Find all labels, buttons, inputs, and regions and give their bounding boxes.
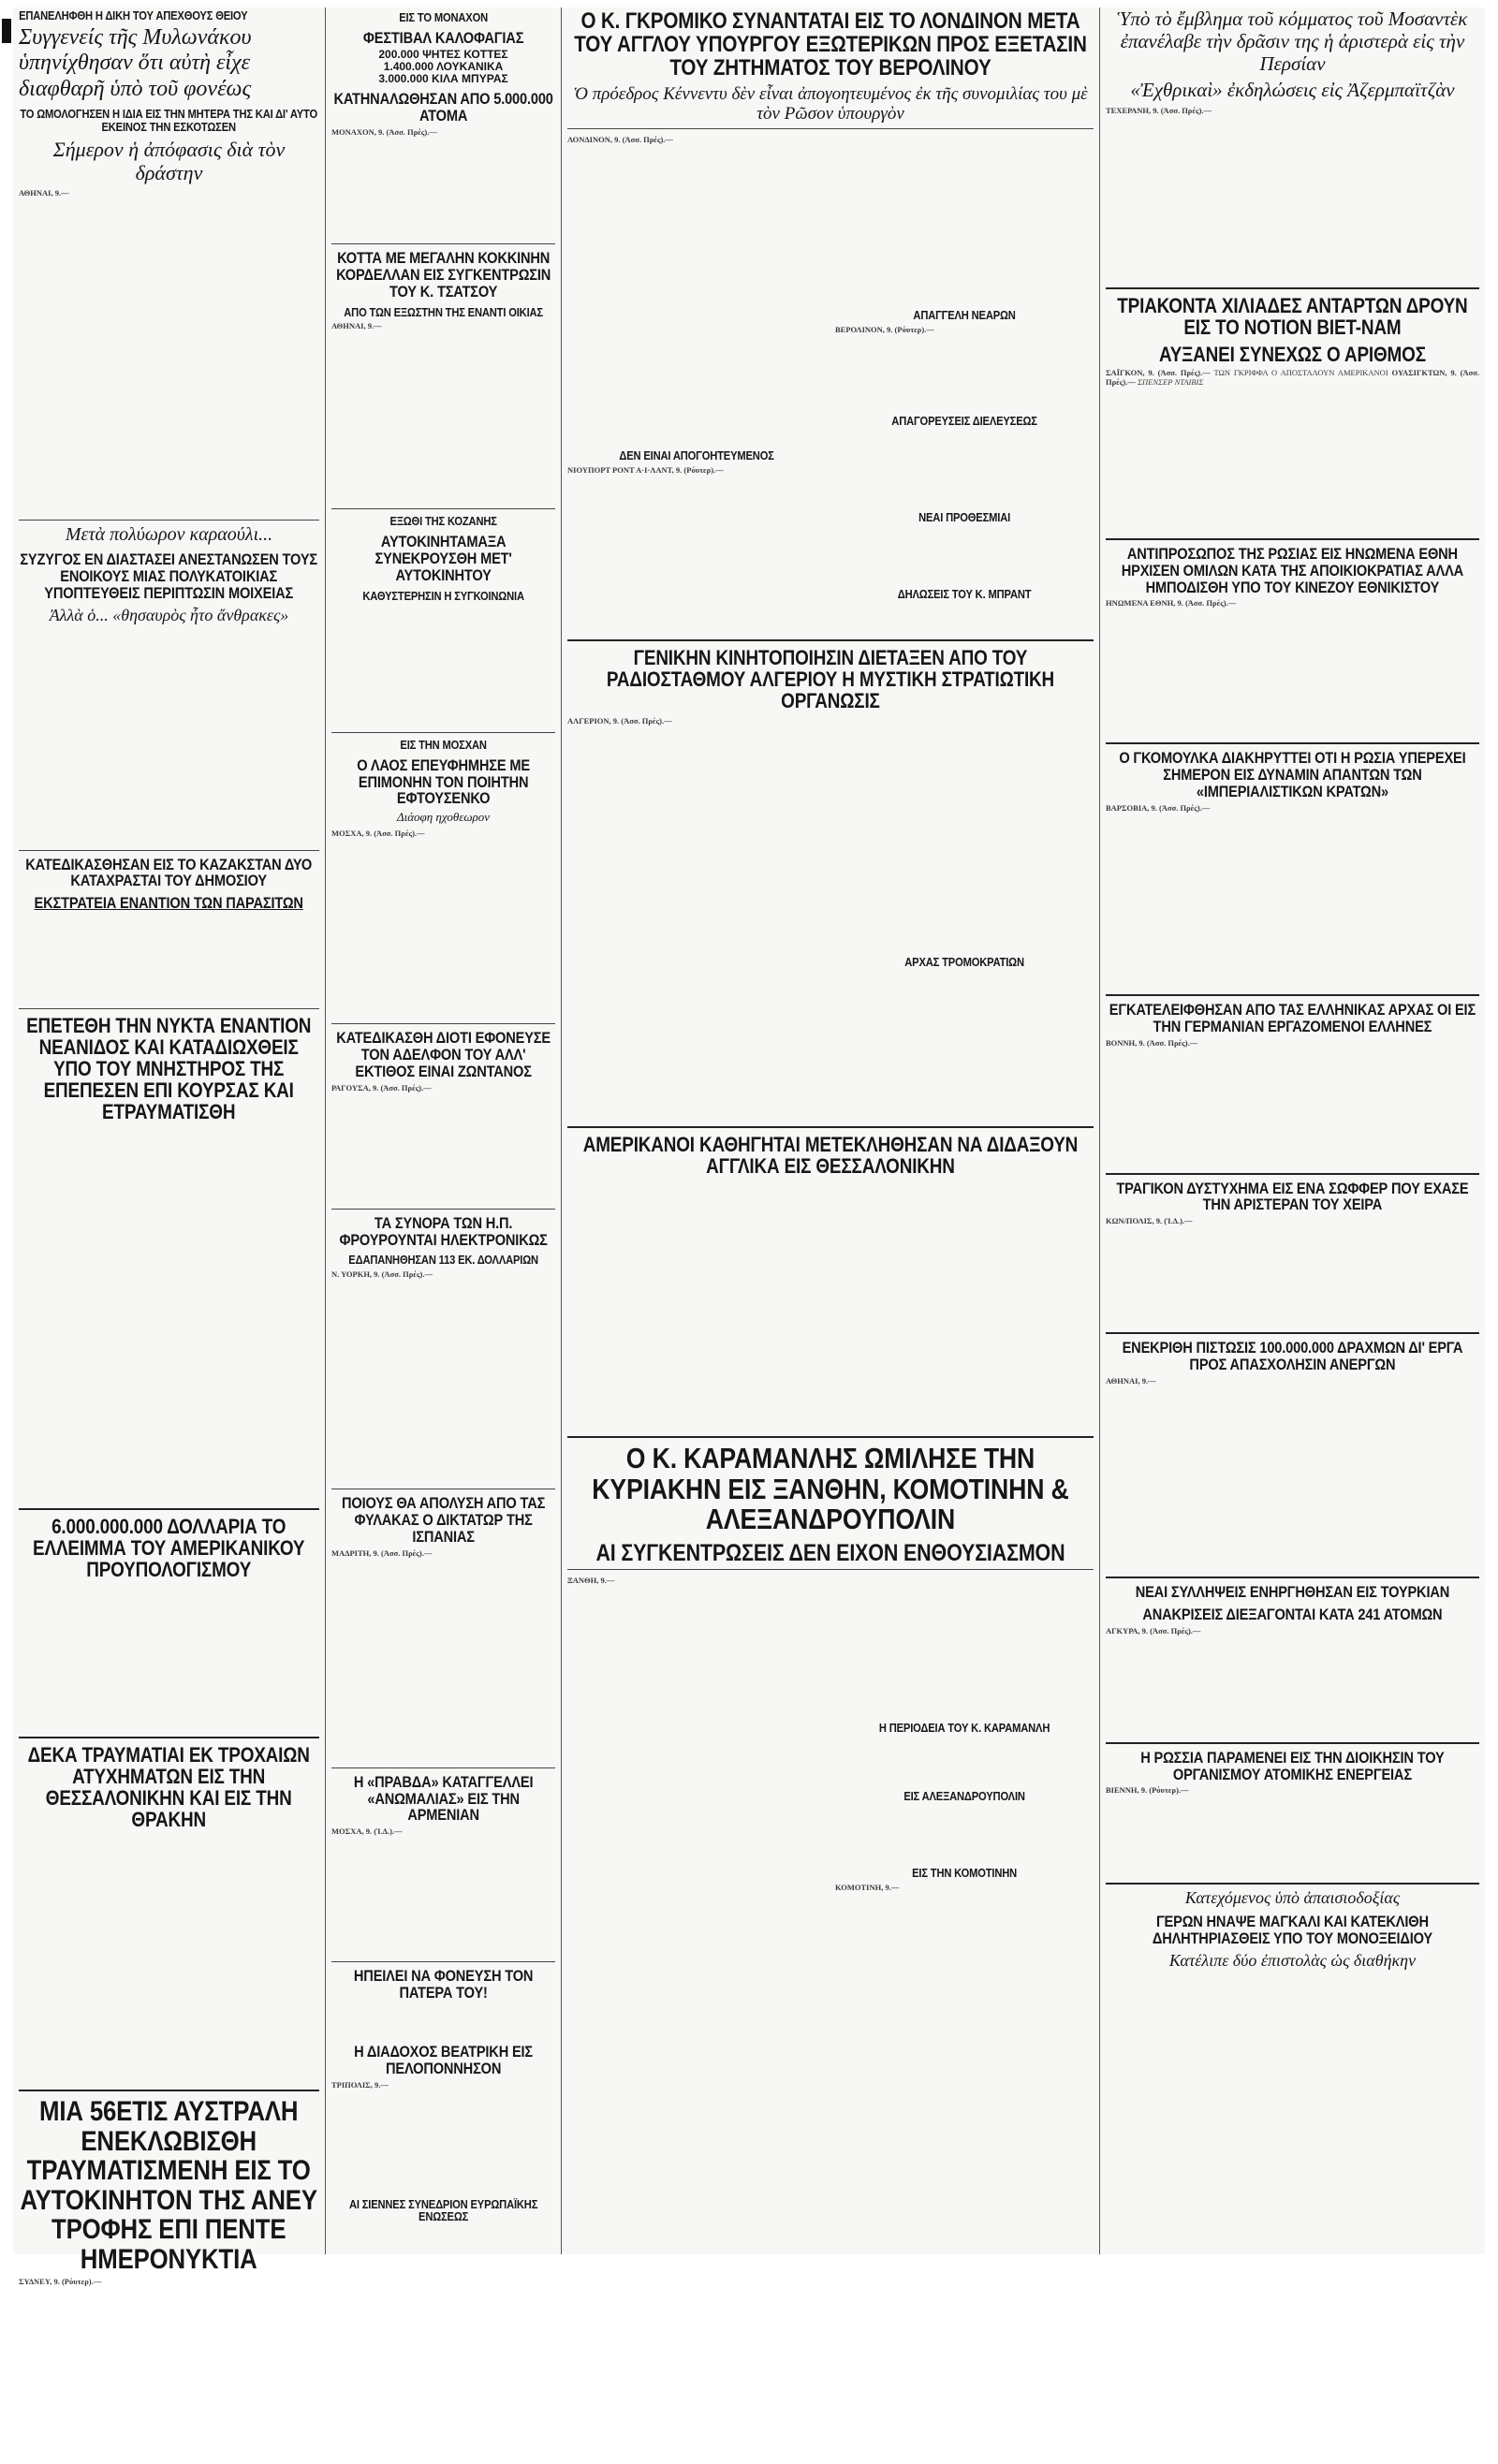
subheadline: ΑΥΞΑΝΕΙ ΣΥΝΕΧΩΣ Ο ΑΡΙΘΜΟΣ <box>1159 342 1426 366</box>
divider <box>1106 994 1479 996</box>
headline: Ο ΓΚΟΜΟΥΛΚΑ ΔΙΑΚΗΡΥΤΤΕΙ ΟΤΙ Η ΡΩΣΙΑ ΥΠΕΡΕΧΕΙ ΣΗΜΕΡΟΝ ΕΙΣ ΔΥΝΑΜΙΝ ΑΠΑΝΤΩΝ ΤΩΝ «ΙΜΠΕΡΙΑΛΙΣΤΙΚΩΝ ΚΡΑΤΩΝ» <box>1119 749 1466 801</box>
divider <box>331 1961 555 1962</box>
subheadline: ΕΙΣ ΑΛΕΞΑΝΔΡΟΥΠΟΛΙΝ <box>903 1788 1025 1803</box>
headline: Συγγενείς τῆς Μυλωνάκου ὑπηνίχθησαν ὅτι αὐτὴ εἶχε διαφθαρῆ ὑπὸ τοῦ φονέως <box>19 24 252 101</box>
headline: ΓΕΡΩΝ ΗΝΑΨΕ ΜΑΓΚΑΛΙ ΚΑΙ ΚΑΤΕΚΛΙΘΗ ΔΗΛΗΤΗΡΙΑΣΘΕΙΣ ΥΠΟ ΤΟΥ ΜΟΝΟΞΕΙΔΙΟΥ <box>1152 1913 1433 1947</box>
headline: Ο Κ. ΓΚΡΟΜΙΚΟ ΣΥΝΑΝΤΑΤΑΙ ΕΙΣ ΤΟ ΛΟΝΔΙΝΟΝ ΜΕΤΑ ΤΟΥ ΑΓΓΛΟΥ ΥΠΟΥΡΓΟΥ ΕΞΩΤΕΡΙΚΩΝ ΠΡΟΣ ΕΞΕΤΑΣΙΝ ΤΟΥ ΖΗΤΗΜΑΤΟΣ ΤΟΥ ΒΕΡΟΛΙΝΟΥ <box>574 8 1087 81</box>
subheadline: Κατέλιπε δύο ἐπιστολὰς ὡς διαθήκην <box>1168 1950 1417 1970</box>
headline: ΚΑΤΕΔΙΚΑΣΘΗΣΑΝ ΕΙΣ ΤΟ ΚΑΖΑΚΣΤΑΝ ΔΥΟ ΚΑΤΑΧΡΑΣΤΑΙ ΤΟΥ ΔΗΜΟΣΙΟΥ <box>25 855 313 890</box>
headline: ΗΠΕΙΛΕΙ ΝΑ ΦΟΝΕΥΣΗ ΤΟΝ ΠΑΤΕΡΑ ΤΟΥ! <box>353 1967 534 2002</box>
dateline: ΜΟΝΑΧΟΝ, 9. (Ἀσσ. Πρές).— <box>331 127 437 138</box>
divider <box>19 850 319 851</box>
kicker: ΕΙΣ ΤΗΝ ΜΟΣΧΑΝ <box>400 738 487 753</box>
dateline: ΜΟΣΧΑ, 9. (Ἀσσ. Πρές).— <box>331 829 425 839</box>
headline: ΑΙ ΣΙΕΝΝΕΣ ΣΥΝΕΔΡΙΟΝ ΕΥΡΩΠΑΪΚΗΣ ΕΝΩΣΕΩΣ <box>348 2196 538 2224</box>
dateline: ΑΛΓΕΡΙΟΝ, 9. (Ἀσσ. Πρές).— <box>567 716 672 726</box>
headline: Μετὰ πολύωρον καραούλι... <box>65 524 273 546</box>
divider <box>331 243 555 244</box>
article-body <box>331 1269 555 1485</box>
dateline: ΝΙΟΥΠΟΡΤ ΡΟΝΤ Α·Ι·ΛΑΝΤ, 9. (Ρόυτερ).— <box>567 464 724 475</box>
headline: ΓΕΝΙΚΗΝ ΚΙΝΗΤΟΠΟΙΗΣΙΝ ΔΙΕΤΑΞΕΝ ΑΠΟ ΤΟΥ ΡΑΔΙΟΣΤΑΘΜΟΥ ΑΛΓΕΡΙΟΥ Η ΜΥΣΤΙΚΗ ΣΤΡΑΤΙΩΤΙΚΗ ΟΡΓΑΝΩΣΙΣ <box>606 645 1055 712</box>
figure-line: 1.400.000 ΛΟΥΚΑΝΙΚΑ <box>383 60 504 74</box>
subheadline: ΑΠΟ ΤΩΝ ΕΞΩΣΤΗΝ ΤΗΣ ΕΝΑΝΤΙ ΟΙΚΙΑΣ <box>344 304 543 319</box>
column-1 <box>13 7 325 2287</box>
figure-line: 200.000 ΨΗΤΕΣ ΚΟΤΤΕΣ <box>378 48 508 62</box>
subheadline: Η ΠΕΡΙΟΔΕΙΑ ΤΟΥ Κ. ΚΑΡΑΜΑΝΛΗ <box>878 1721 1050 1736</box>
article-body <box>331 127 555 240</box>
headline: ΤΡΑΓΙΚΟΝ ΔΥΣΤΥΧΗΜΑ ΕΙΣ ΕΝΑ ΣΩΦΦΕΡ ΠΟΥ ΕΧΑΣΕ ΤΗΝ ΑΡΙΣΤΕΡΑΝ ΤΟΥ ΧΕΙΡΑ <box>1116 1179 1469 1214</box>
dateline: ΒΟΝΝΗ, 9. (Ἀσσ. Πρές).— <box>1106 1037 1198 1048</box>
divider <box>19 520 319 521</box>
figures-list <box>331 49 555 85</box>
divider <box>331 1767 555 1768</box>
subheadline: Ὁ πρόεδρος Κέννεντυ δὲν εἶναι ἀπογοητευμένος ἐκ τῆς συνομιλίας του μὲ τὸν Ρῶσον ὑπουργὸν <box>573 83 1088 125</box>
divider <box>19 2090 319 2091</box>
headline: ΕΝΕΚΡΙΘΗ ΠΙΣΤΩΣΙΣ 100.000.000 ΔΡΑΧΜΩΝ ΔΙ' ΕΡΓΑ ΠΡΟΣ ΑΠΑΣΧΟΛΗΣΙΝ ΑΝΕΡΓΩΝ <box>1122 1339 1463 1374</box>
article-body <box>19 188 319 516</box>
article-body <box>567 135 826 444</box>
article-body <box>1106 1626 1479 1738</box>
dateline: ΑΘΗΝΑΙ, 9.— <box>1106 1375 1156 1386</box>
dateline: ΟΥΑΣΙΓΚΤΩΝ, 9. (Ἀσσ. Πρές).— <box>1106 367 1480 388</box>
subheadline: ΔΗΛΩΣΕΙΣ ΤΟΥ Κ. ΜΠΡΑΝΤ <box>897 587 1032 602</box>
kicker: Κατεχόμενος ὑπὸ ἀπαισιοδοξίας <box>1184 1888 1401 1908</box>
subheadline: ΑΙ ΣΥΓΚΕΝΤΡΩΣΕΙΣ ΔΕΝ ΕΙΧΟΝ ΕΝΘΟΥΣΙΑΣΜΟΝ <box>595 1539 1065 1566</box>
divider <box>19 1508 319 1510</box>
headline: ΕΠΕΤΕΘΗ ΤΗΝ ΝΥΚΤΑ ΕΝΑΝΤΙΟΝ ΝΕΑΝΙΔΟΣ ΚΑΙ ΚΑΤΑΔΙΩΧΘΕΙΣ ΥΠΟ ΤΟΥ ΜΝΗΣΤΗΡΟΣ ΤΗΣ ΕΠΕΠΕΣΕΝ ΕΠΙ ΚΟΥΡΣΑΣ ΚΑΙ ΕΤΡΑΥΜΑΤΙΣΘΗ <box>26 1014 312 1124</box>
dateline: ΣΥΔΝΕΥ, 9. (Ρόυτερ).— <box>19 2277 102 2287</box>
dateline: ΡΑΓΟΥΣΑ, 9. (Ἀσσ. Πρές).— <box>331 1082 432 1093</box>
subheadline: Ἀλλὰ ὁ... «θησαυρὸς ἦτο ἄνθρακες» <box>49 605 289 624</box>
article-body <box>1106 368 1479 535</box>
article-body <box>567 1576 826 1913</box>
article-body <box>19 1583 319 1733</box>
dateline: ΜΑΔΡΙΤΗ, 9. (Ἀσσ. Πρές).— <box>331 1547 433 1558</box>
article-body <box>19 1126 319 1504</box>
headline: Ὑπὸ τὸ ἔμβλημα τοῦ κόμματος τοῦ Μοσαντὲκ ἐπανέλαβε τὴν δρᾶσιν της ἡ ἀριστερὰ εἰς τὴν Περσίαν <box>1117 7 1468 76</box>
dateline: ΤΕΧΕΡΑΝΗ, 9. (Ἀσσ. Πρές).— <box>1106 105 1212 115</box>
headline: Η ΡΩΣΣΙΑ ΠΑΡΑΜΕΝΕΙ ΕΙΣ ΤΗΝ ΔΙΟΙΚΗΣΙΝ ΤΟΥ ΟΡΓΑΝΙΣΜΟΥ ΑΤΟΜΙΚΗΣ ΕΝΕΡΓΕΙΑΣ <box>1140 1748 1445 1783</box>
subheadline: ΑΝΑΚΡΙΣΕΙΣ ΔΙΕΞΑΓΟΝΤΑΙ ΚΑΤΑ 241 ΑΤΟΜΩΝ <box>1142 1605 1443 1623</box>
headline: ΜΙΑ 56ΕΤΙΣ ΑΥΣΤΡΑΛΗ ΕΝΕΚΛΩΒΙΣΘΗ ΤΡΑΥΜΑΤΙΣΜΕΝΗ ΕΙΣ ΤΟ ΑΥΤΟΚΙΝΗΤΟΝ ΤΗΣ ΑΝΕΥ ΤΡΟΦΗΣ ΕΠΙ ΠΕΝΤΕ ΗΜΕΡΟΝΥΚΤΙΑ <box>20 2096 318 2275</box>
kicker: ΕΙΣ ΤΟ ΜΟΝΑΧΟΝ <box>399 10 488 24</box>
dateline: ΑΓΚΥΡΑ, 9. (Ἀσσ. Πρές).— <box>1106 1625 1201 1635</box>
page-edge-mark <box>2 19 11 43</box>
dateline: ΜΟΣΧΑ, 9. (Ἰ.Δ.).— <box>331 1826 403 1837</box>
headline: ΤΡΙΑΚΟΝΤΑ ΧΙΛΙΑΔΕΣ ΑΝΤΑΡΤΩΝ ΔΡΟΥΝ ΕΙΣ ΤΟ ΝΟΤΙΟΝ ΒΙΕΤ-ΝΑΜ <box>1117 293 1468 339</box>
article-body <box>331 2080 555 2193</box>
dateline: ΞΑΝΘΗ, 9.— <box>567 1576 615 1586</box>
dateline: ΗΝΩΜΕΝΑ ΕΘΝΗ, 9. (Ἀσσ. Πρές).— <box>1106 598 1237 609</box>
text-column <box>567 714 826 1122</box>
headline: ΕΓΚΑΤΕΛΕΙΦΘΗΣΑΝ ΑΠΟ ΤΑΣ ΕΛΛΗΝΙΚΑΣ ΑΡΧΑΣ ΟΙ ΕΙΣ ΤΗΝ ΓΕΡΜΑΝΙΑΝ ΕΡΓΑΖΟΜΕΝΟΙ ΕΛΛΗΝΕΣ <box>1109 1000 1476 1035</box>
divider <box>1106 742 1479 744</box>
headline: ΑΝΤΙΠΡΟΣΩΠΟΣ ΤΗΣ ΡΩΣΙΑΣ ΕΙΣ ΗΝΩΜΕΝΑ ΕΘΝΗ ΗΡΧΙΣΕΝ ΟΜΙΛΩΝ ΚΑΤΑ ΤΗΣ ΑΠΟΙΚΙΟΚΡΑΤΙΑΣ ΑΛΛΑ ΗΜΠΟΔΙΣΘΗ ΥΠΟ ΤΟΥ ΚΙΝΕΖΟΥ ΕΘΝΙΚΙΣΤΟΥ <box>1121 544 1464 596</box>
subheadline: ΕΚΣΤΡΑΤΕΙΑ ΕΝΑΝΤΙΟΝ ΤΩΝ ΠΑΡΑΣΙΤΩΝ <box>34 894 304 913</box>
dateline: ΚΟΜΟΤΙΝΗ, 9.— <box>835 1883 900 1893</box>
divider <box>567 128 1094 129</box>
headline: ΝΕΑΙ ΣΥΛΛΗΨΕΙΣ ΕΝΗΡΓΗΘΗΣΑΝ ΕΙΣ ΤΟΥΡΚΙΑΝ <box>1135 1582 1450 1601</box>
subheadline: ΤΩΝ ΓΚΡΙΦΦΑ <box>1213 367 1269 377</box>
divider <box>1106 1742 1479 1744</box>
dateline: ΒΑΡΣΟΒΙΑ, 9. (Ἀσσ. Πρές).— <box>1106 802 1211 813</box>
article-body <box>1106 1973 1479 2105</box>
kicker: ΕΠΑΝΕΛΗΦΘΗ Η ΔΙΚΗ ΤΟΥ ΑΠΕΧΘΟΥΣ ΘΕΙΟΥ <box>19 8 248 22</box>
headline: ΦΕΣΤΙΒΑΛ ΚΑΛΟΦΑΓΙΑΣ <box>362 28 524 47</box>
headline: ΠΟΙΟΥΣ ΘΑ ΑΠΟΛΥΣΗ ΑΠΟ ΤΑΣ ΦΥΛΑΚΑΣ Ο ΔΙΚΤΑΤΩΡ ΤΗΣ ΙΣΠΑΝΙΑΣ <box>341 1494 546 1546</box>
article-body <box>331 2226 555 2320</box>
dateline: ΛΟΝΔΙΝΟΝ, 9. (Ἀσσ. Πρές).— <box>567 135 673 145</box>
headline: ΑΥΤΟΚΙΝΗΤΑΜΑΞΑ ΣΥΝΕΚΡΟΥΣΘΗ ΜΕΤ' ΑΥΤΟΚΙΝΗΤΟΥ <box>374 532 512 584</box>
article-body <box>567 465 826 615</box>
divider <box>19 1737 319 1738</box>
divider <box>1106 538 1479 540</box>
article-body <box>331 1548 555 1764</box>
divider <box>1106 287 1479 289</box>
column-4 <box>861 146 1099 2254</box>
headline: ΚΑΤΕΔΙΚΑΣΘΗ ΔΙΟΤΙ ΕΦΟΝΕΥΣΕ ΤΟΝ ΑΔΕΛΦΟΝ ΤΟΥ ΑΛΛ' ΕΚΤΙΘΟΣ ΕΙΝΑΙ ΖΩΝΤΑΝΟΣ <box>336 1029 551 1080</box>
article-body <box>19 1833 319 2086</box>
article-body <box>331 1826 555 1958</box>
subheadline: ΕΙΣ ΤΗΝ ΚΟΜΟΤΙΝΗΝ <box>912 1866 1017 1881</box>
headline: ΚΟΤΤΑ ΜΕ ΜΕΓΑΛΗΝ ΚΟΚΚΙΝΗΝ ΚΟΡΔΕΛΛΑΝ ΕΙΣ ΣΥΓΚΕΝΤΡΩΣΙΝ ΤΟΥ Κ. ΤΣΑΤΣΟΥ <box>335 249 551 301</box>
subheadline: Ο ΑΠΟΣΤΑΛΟΥΝ ΑΜΕΡΙΚΑΝΟΙ <box>1271 367 1388 377</box>
headline: Ο Κ. ΚΑΡΑΜΑΝΛΗΣ ΩΜΙΛΗΣΕ ΤΗΝ ΚΥΡΙΑΚΗΝ ΕΙΣ ΞΑΝΘΗΝ, ΚΟΜΟΤΙΝΗΝ & ΑΛΕΞΑΝΔΡΟΥΠΟΛΙΝ <box>592 1442 1069 1536</box>
divider <box>331 508 555 509</box>
divider <box>1106 1577 1479 1578</box>
article-body <box>331 605 555 728</box>
subheadline: ΑΠΑΓΓΕΛΗ ΝΕΑΡΩΝ <box>913 308 1016 323</box>
dateline: Ν. ΥΟΡΚΗ, 9. (Ἀσσ. Πρές).— <box>331 1269 433 1280</box>
dateline: ΤΡΙΠΟΛΙΣ, 9.— <box>331 2079 389 2090</box>
headline: ΣΥΖΥΓΟΣ ΕΝ ΔΙΑΣΤΑΣΕΙ ΑΝΕΣΤΑΝΩΣΕΝ ΤΟΥΣ ΕΝΟΙΚΟΥΣ ΜΙΑΣ ΠΟΛΥΚΑΤΟΙΚΙΑΣ ΥΠΟΠΤΕΥΘΕΙΣ ΠΕΡΙΠΤΩΣΙΝ ΜΟΙΧΕΙΑΣ <box>20 550 318 602</box>
text-column <box>567 133 826 636</box>
article-body <box>331 1083 555 1205</box>
dateline: ΑΘΗΝΑΙ, 9.— <box>19 188 69 198</box>
headline: Σήμερον ἡ ἀπόφασις διὰ τὸν δράστην <box>52 137 286 184</box>
text-column <box>567 1574 826 1916</box>
headline: ΔΕΚΑ ΤΡΑΥΜΑΤΙΑΙ ΕΚ ΤΡΟΧΑΙΩΝ ΑΤΥΧΗΜΑΤΩΝ ΕΙΣ ΤΗΝ ΘΕΣΣΑΛΟΝΙΚΗΝ ΚΑΙ ΕΙΣ ΤΗΝ ΘΡΑΚΗΝ <box>27 1742 311 1832</box>
article-body <box>19 2277 319 2464</box>
article-body <box>331 321 555 505</box>
subheadline: ΤΟ ΩΜΟΛΟΓΗΣΕΝ Η ΙΔΙΑ ΕΙΣ ΤΗΝ ΜΗΤΕΡΑ ΤΗΣ ΚΑΙ ΔΙ' ΑΥΤΟ ΕΚΕΙΝΟΣ ΤΗΝ ΕΣΚΟΤΩΣΕΝ <box>20 107 318 135</box>
dateline: ΑΘΗΝΑΙ, 9.— <box>331 321 382 331</box>
divider <box>1106 1173 1479 1175</box>
article-body <box>1106 598 1479 739</box>
subheadline: ΑΠΑΓΟΡΕΥΣΕΙΣ ΔΙΕΛΕΥΣΕΩΣ <box>891 413 1037 428</box>
article-body <box>1106 1376 1479 1573</box>
headline: ΑΜΕΡΙΚΑΝΟΙ ΚΑΘΗΓΗΤΑΙ ΜΕΤΕΚΛΗΘΗΣΑΝ ΝΑ ΔΙΔΑΞΟΥΝ ΑΓΓΛΙΚΑ ΕΙΣ ΘΕΣΣΑΛΟΝΙΚΗΝ <box>582 1133 1079 1179</box>
article-body <box>567 716 826 1119</box>
headline: Η «ΠΡΑΒΔΑ» ΚΑΤΑΓΓΕΛΛΕΙ «ΑΝΩΜΑΛΙΑΣ» ΕΙΣ ΤΗΝ ΑΡΜΕΝΙΑΝ <box>353 1772 534 1825</box>
headline: ΤΑ ΣΥΝΟΡΑ ΤΩΝ Η.Π. ΦΡΟΥΡΟΥΝΤΑΙ ΗΛΕΚΤΡΟΝΙΚΩΣ <box>339 1213 548 1249</box>
headline: Η ΔΙΑΔΟΧΟΣ ΒΕΑΤΡΙΚΗ ΕΙΣ ΠΕΛΟΠΟΝΝΗΣΟΝ <box>354 2042 533 2077</box>
column-5 <box>1100 7 1485 2254</box>
subheadline: ΔΕΝ ΕΙΝΑΙ ΑΠΟΓΟΗΤΕΥΜΕΝΟΣ <box>619 448 774 463</box>
subheadline: ΚΑΘΥΣΤΕΡΗΣΙΝ Η ΣΥΓΚΟΙΝΩΝΙΑ <box>362 588 524 603</box>
dateline: ΚΩΝ/ΠΟΛΙΣ, 9. (Ἰ.Δ.).— <box>1106 1216 1193 1226</box>
divider <box>1106 1332 1479 1334</box>
newspaper-page <box>13 7 1485 2287</box>
subheadline: Διάοφη ηχοθεωρον <box>396 810 491 825</box>
byline: ΣΠΕΝΣΕΡ ΝΤΑΙΒΙΣ <box>1137 377 1204 388</box>
divider <box>19 1008 319 1009</box>
dateline: ΣΑΪΓΚΟΝ, 9. (Ἀσσ. Πρές).— <box>1106 367 1211 377</box>
divider <box>1106 1883 1479 1885</box>
article-body <box>1106 1785 1479 1879</box>
dateline: ΒΕΡΟΛΙΝΟΝ, 9. (Ρόυτερ).— <box>835 324 934 334</box>
headline: Ο ΛΑΟΣ ΕΠΕΥΦΗΜΗΣΕ ΜΕ ΕΠΙΜΟΝΗΝ ΤΟΝ ΠΟΙΗΤΗΝ ΕΦΤΟΥΣΕΝΚΟ <box>357 755 530 808</box>
subheadline: «Ἐχθρικαὶ» ἐκδηλώσεις εἰς Ἀζερμπαϊτζὰν <box>1130 79 1455 102</box>
article-body <box>1106 1038 1479 1169</box>
figure-line: 3.000.000 ΚΙΛΑ ΜΠΥΡΑΣ <box>378 72 508 86</box>
subheadline: ΝΕΑΙ ΠΡΟΘΕΣΜΙΑΙ <box>918 509 1010 524</box>
article-body <box>19 915 319 1005</box>
headline: ΚΑΤΗΝΑΛΩΘΗΣΑΝ ΑΠΟ 5.000.000 ΑΤΟΜΑ <box>333 90 553 125</box>
dateline: ΒΙΕΝΝΗ, 9. (Ρόυτερ).— <box>1106 1785 1189 1796</box>
article-body <box>1106 803 1479 990</box>
divider <box>331 1023 555 1024</box>
divider <box>331 1209 555 1210</box>
article-body <box>19 629 319 846</box>
article-body <box>1106 106 1479 284</box>
article-body <box>1106 1216 1479 1328</box>
article-body <box>331 2004 555 2038</box>
article-body <box>331 829 555 1019</box>
subheadline: ΕΔΑΠΑΝΗΘΗΣΑΝ 113 ΕΚ. ΔΟΛΛΑΡΙΩΝ <box>348 1253 538 1268</box>
column-2 <box>326 7 561 2254</box>
headline: 6.000.000.000 ΔΟΛΛΑΡΙΑ ΤΟ ΕΛΛΕΙΜΜΑ ΤΟΥ ΑΜΕΡΙΚΑΝΙΚΟΥ ΠΡΟΥΠΟΛΟΓΙΣΜΟΥ <box>33 1514 305 1581</box>
kicker: ΕΞΩΘΙ ΤΗΣ ΚΟΖΑΝΗΣ <box>389 514 497 529</box>
subheadline: ΑΡΧΑΣ ΤΡΟΜΟΚΡΑΤΙΩΝ <box>904 955 1024 970</box>
divider <box>331 732 555 733</box>
